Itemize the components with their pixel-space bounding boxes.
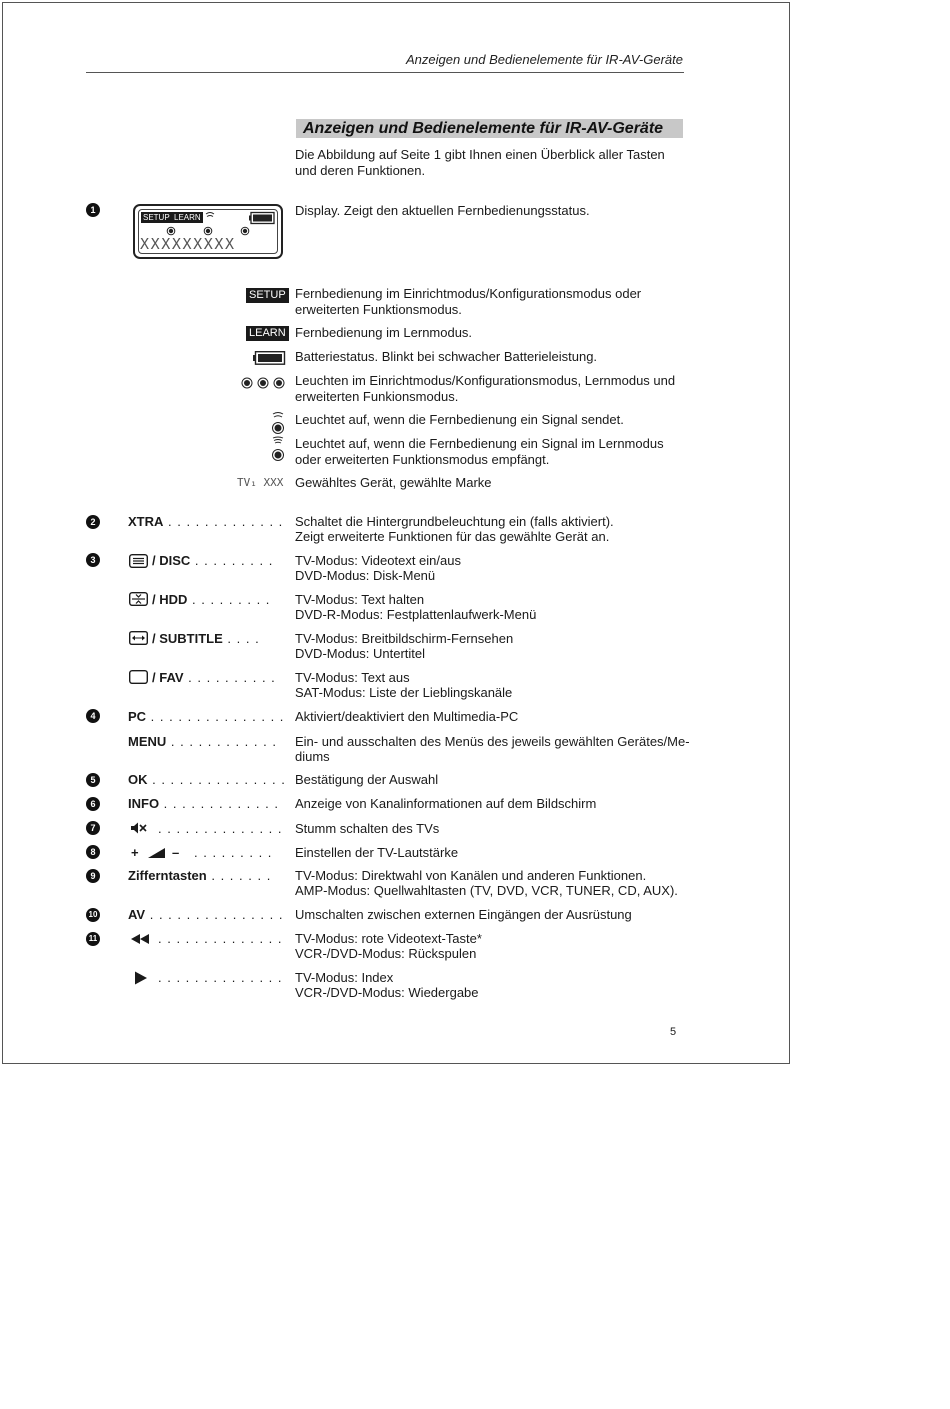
device-label: TV₁ XXX [237, 476, 284, 489]
key-rewind-desc-line1: TV-Modus: rote Videotext-Taste* [295, 931, 482, 946]
display-illustration [133, 204, 283, 259]
key-av-label: AV [128, 907, 146, 922]
key-digits-desc-line2: AMP-Modus: Quellwahltasten (TV, DVD, VCR, TUNER, CD, AUX). [295, 883, 678, 898]
leader-dots: . . . . . . . . . . . . . . [158, 931, 283, 946]
item-number-10: 10 [86, 908, 100, 922]
display-learn-badge: LEARN [174, 213, 201, 222]
item-number-4: 4 [86, 709, 100, 723]
indicator-setup-text: Fernbedienung im Einrichtmodus/Konfigurationsmodus oder erweiterten Funktionsmodus. [295, 286, 642, 317]
rewind-icon [130, 933, 150, 945]
indicator-device-text: Gewähltes Gerät, gewählte Marke [295, 475, 492, 490]
key-av [128, 907, 284, 923]
item-number-5: 5 [86, 773, 100, 787]
key-subtitle-label: / SUBTITLE [152, 631, 223, 646]
key-xtra-label: XTRA [128, 514, 164, 529]
leader-dots: . . . . . . . . . . . . . . . [147, 772, 286, 787]
key-disc-label: / DISC [152, 553, 191, 568]
hold-icon [129, 592, 148, 606]
key-fav [152, 670, 276, 686]
key-hdd-label: / HDD [152, 592, 188, 607]
setup-badge: SETUP [246, 288, 289, 303]
key-digits-desc-line1: TV-Modus: Direktwahl von Kanälen und anderen Funktionen. [295, 868, 647, 883]
key-pc-desc: Aktiviert/deaktiviert den Multimedia-PC [295, 709, 519, 724]
key-rewind [158, 931, 283, 947]
three-dots-icon [241, 377, 285, 389]
leader-dots: . . . . [222, 631, 260, 646]
leader-dots: . . . . . . . . . . . . . . [158, 970, 283, 985]
key-menu-label: MENU [128, 734, 167, 749]
key-pc [128, 709, 285, 725]
item-number-1: 1 [86, 203, 100, 217]
battery-icon [253, 351, 285, 365]
text-off-icon [129, 670, 148, 684]
display-segment-digits: XXXXXXXXX [140, 235, 236, 253]
leader-dots: . . . . . . . . . [187, 592, 271, 607]
receive-signal-icon [271, 436, 285, 463]
display-battery-icon [249, 212, 275, 224]
key-pc-label: PC [128, 709, 147, 724]
indicator-receive-text: Leuchtet auf, wenn die Fernbedienung ein Signal im Lernmodus oder erweiterten Funktionsmodus empfängt. [295, 436, 664, 467]
key-play [158, 970, 283, 986]
leader-dots: . . . . . . . . . . [183, 670, 276, 685]
display-signal-icon [205, 211, 215, 221]
running-header: Anzeigen und Bedienelemente für IR-AV-Geräte [405, 52, 683, 67]
key-menu [128, 734, 277, 750]
key-digits [128, 868, 272, 884]
item-number-2: 2 [86, 515, 100, 529]
key-mute-desc: Stumm schalten des TVs [295, 821, 440, 836]
indicator-learn-text: Fernbedienung im Lernmodus. [295, 325, 473, 340]
indicator-send-text: Leuchtet auf, wenn die Fernbedienung ein Signal sendet. [295, 412, 624, 427]
key-hdd-desc-line2: DVD-R-Modus: Festplattenlaufwerk-Menü [295, 607, 537, 622]
leader-dots: . . . . . . . . . . . . . . . [145, 907, 284, 922]
teletext-icon [129, 554, 148, 568]
key-fav-desc-line1: TV-Modus: Text aus [295, 670, 410, 685]
key-disc-desc-line2: DVD-Modus: Disk-Menü [295, 568, 436, 583]
display-description: Display. Zeigt den aktuellen Fernbedienungsstatus. [295, 203, 590, 218]
key-rewind-desc-line2: VCR-/DVD-Modus: Rückspulen [295, 946, 477, 961]
key-ok-desc: Bestätigung der Auswahl [295, 772, 439, 787]
key-xtra [128, 514, 284, 530]
leader-dots: . . . . . . . . . [194, 845, 273, 860]
key-subtitle-desc-line1: TV-Modus: Breitbildschirm-Fernsehen [295, 631, 514, 646]
leader-dots: . . . . . . . . . . . . [166, 734, 277, 749]
display-setup-badge: SETUP [143, 213, 170, 222]
learn-badge: LEARN [246, 326, 289, 341]
leader-dots: . . . . . . . . . . . . . [163, 514, 284, 529]
key-info-desc: Anzeige von Kanalinformationen auf dem Bildschirm [295, 796, 597, 811]
key-subtitle-desc-line2: DVD-Modus: Untertitel [295, 646, 426, 661]
key-menu-desc-line1: Ein- und ausschalten des Menüs des jeweils gewählten Gerätes/Me- [295, 734, 690, 749]
key-ok [128, 772, 286, 788]
key-disc [152, 553, 274, 569]
section-intro: Die Abbildung auf Seite 1 gibt Ihnen einen Überblick aller Tasten und deren Funktionen. [295, 147, 665, 178]
leader-dots: . . . . . . . . . [190, 553, 274, 568]
key-volume [194, 845, 273, 861]
widescreen-icon [129, 631, 148, 645]
item-number-6: 6 [86, 797, 100, 811]
send-signal-icon [271, 411, 285, 435]
key-info-label: INFO [128, 796, 160, 811]
volume-minus-label: – [172, 845, 180, 860]
indicator-battery-text: Batteriestatus. Blinkt bei schwacher Batterieleistung. [295, 349, 598, 364]
item-number-3: 3 [86, 553, 100, 567]
key-info [128, 796, 279, 812]
key-play-desc-line2: VCR-/DVD-Modus: Wiedergabe [295, 985, 479, 1000]
key-xtra-desc-line2: Zeigt erweiterte Funktionen für das gewählte Gerät an. [295, 529, 610, 544]
leader-dots: . . . . . . . . . . . . . . . [146, 709, 285, 724]
key-hdd-desc-line1: TV-Modus: Text halten [295, 592, 425, 607]
key-av-desc: Umschalten zwischen externen Eingängen der Ausrüstung [295, 907, 632, 922]
item-number-7: 7 [86, 821, 100, 835]
header-rule [86, 72, 684, 73]
key-fav-label: / FAV [152, 670, 184, 685]
page-number: 5 [670, 1026, 677, 1038]
key-subtitle [152, 631, 262, 647]
mute-icon [130, 821, 148, 835]
key-play-desc-line1: TV-Modus: Index [295, 970, 394, 985]
volume-plus-label: + [131, 845, 139, 860]
indicator-leds-text: Leuchten im Einrichtmodus/Konfigurationsmodus, Lernmodus und erweiterten Funkionsmodus. [295, 373, 676, 404]
key-hdd [152, 592, 271, 608]
key-digits-label: Zifferntasten [128, 868, 207, 883]
key-volume-desc: Einstellen der TV-Lautstärke [295, 845, 459, 860]
key-fav-desc-line2: SAT-Modus: Liste der Lieblingskanäle [295, 685, 513, 700]
item-number-9: 9 [86, 869, 100, 883]
leader-dots: . . . . . . . . . . . . . . [158, 821, 283, 836]
key-xtra-desc-line1: Schaltet die Hintergrundbeleuchtung ein (falls aktiviert). [295, 514, 614, 529]
key-menu-desc-line2: diums [295, 749, 330, 764]
item-number-11: 11 [86, 932, 100, 946]
key-mute [158, 821, 283, 837]
section-title: Anzeigen und Bedienelemente für IR-AV-Geräte [296, 119, 683, 138]
leader-dots: . . . . . . . [206, 868, 272, 883]
item-number-8: 8 [86, 845, 100, 859]
play-icon [134, 971, 148, 985]
leader-dots: . . . . . . . . . . . . . [159, 796, 279, 811]
volume-icon [147, 847, 167, 859]
key-disc-desc-line1: TV-Modus: Videotext ein/aus [295, 553, 461, 568]
key-ok-label: OK [128, 772, 148, 787]
